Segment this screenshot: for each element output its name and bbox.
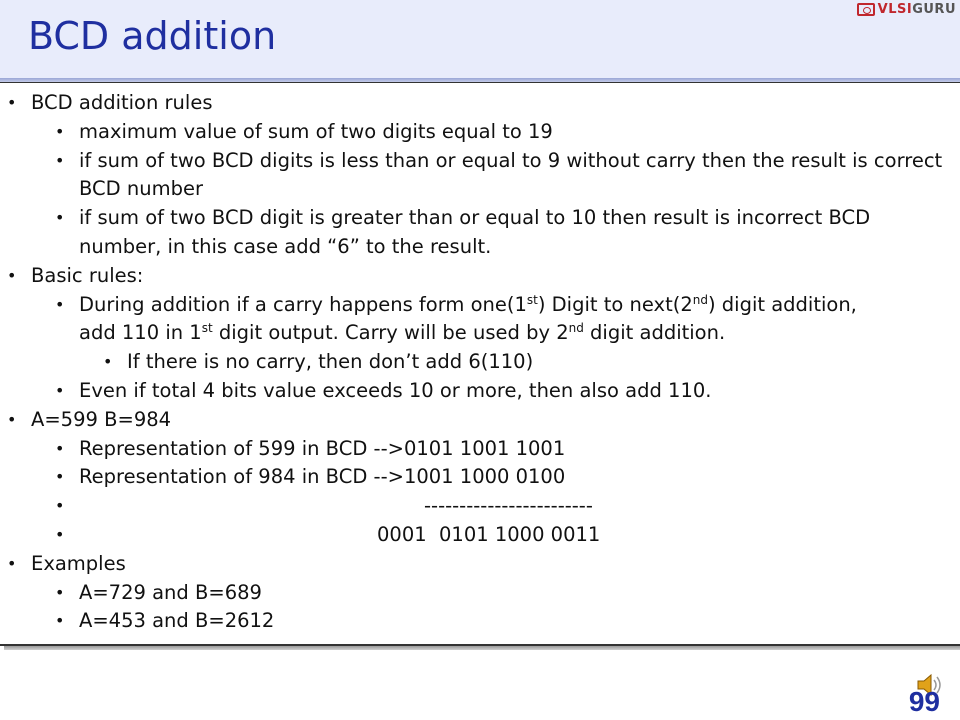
bullet-max-value: • maximum value of sum of two digits equal to 19 xyxy=(55,119,553,143)
bullet-sum-le-9: • if sum of two BCD digits is less than or equal to 9 without carry then the result is correct BCD number xyxy=(55,148,943,201)
slide-header xyxy=(0,0,960,78)
bullet-exceeds-10: • Even if total 4 bits value exceeds 10 or more, then also add 110. xyxy=(55,378,712,402)
slide-title: BCD addition xyxy=(28,14,277,58)
bullet-no-carry: • If there is no carry, then don’t add 6(110) xyxy=(103,350,534,374)
bullet-example-values: • A=599 B=984 xyxy=(7,407,172,431)
bullet-separator: • ------------------------ xyxy=(55,494,593,518)
logo-icon xyxy=(857,3,875,16)
footer-divider xyxy=(4,646,960,650)
bullet-sum-ge-10: • if sum of two BCD digit is greater than or equal to 10 then result is incorrect BCD number, in this case add “6” to the result. xyxy=(55,206,871,258)
bullet-bcd-599: • Representation of 599 in BCD -->0101 1001 1001 xyxy=(55,436,566,460)
page-number: 99 xyxy=(908,686,940,717)
slide-content xyxy=(0,89,960,636)
bullet-bcd-rules: • BCD addition rules xyxy=(7,91,213,114)
bullet-examples: • Examples xyxy=(7,551,126,575)
bullet-basic-rules: • Basic rules: xyxy=(7,263,144,287)
logo-text: VLSIGURU xyxy=(877,1,956,17)
vlsiguru-logo xyxy=(857,1,956,17)
bullet-example-2: • A=453 and B=2612 xyxy=(55,609,275,633)
bullet-carry-rule: • During addition if a carry happens form one(1st) Digit to next(2nd) digit addition, add 110 in 1st digit output. Carry will be used by 2nd digit addition. xyxy=(55,292,857,345)
bullet-example-1: • A=729 and B=689 xyxy=(55,580,262,604)
bullet-result: • 0001 0101 1000 0011 xyxy=(55,522,601,546)
header-divider-line xyxy=(0,82,960,83)
bullet-bcd-984: • Representation of 984 in BCD -->1001 1000 0100 xyxy=(55,465,566,489)
